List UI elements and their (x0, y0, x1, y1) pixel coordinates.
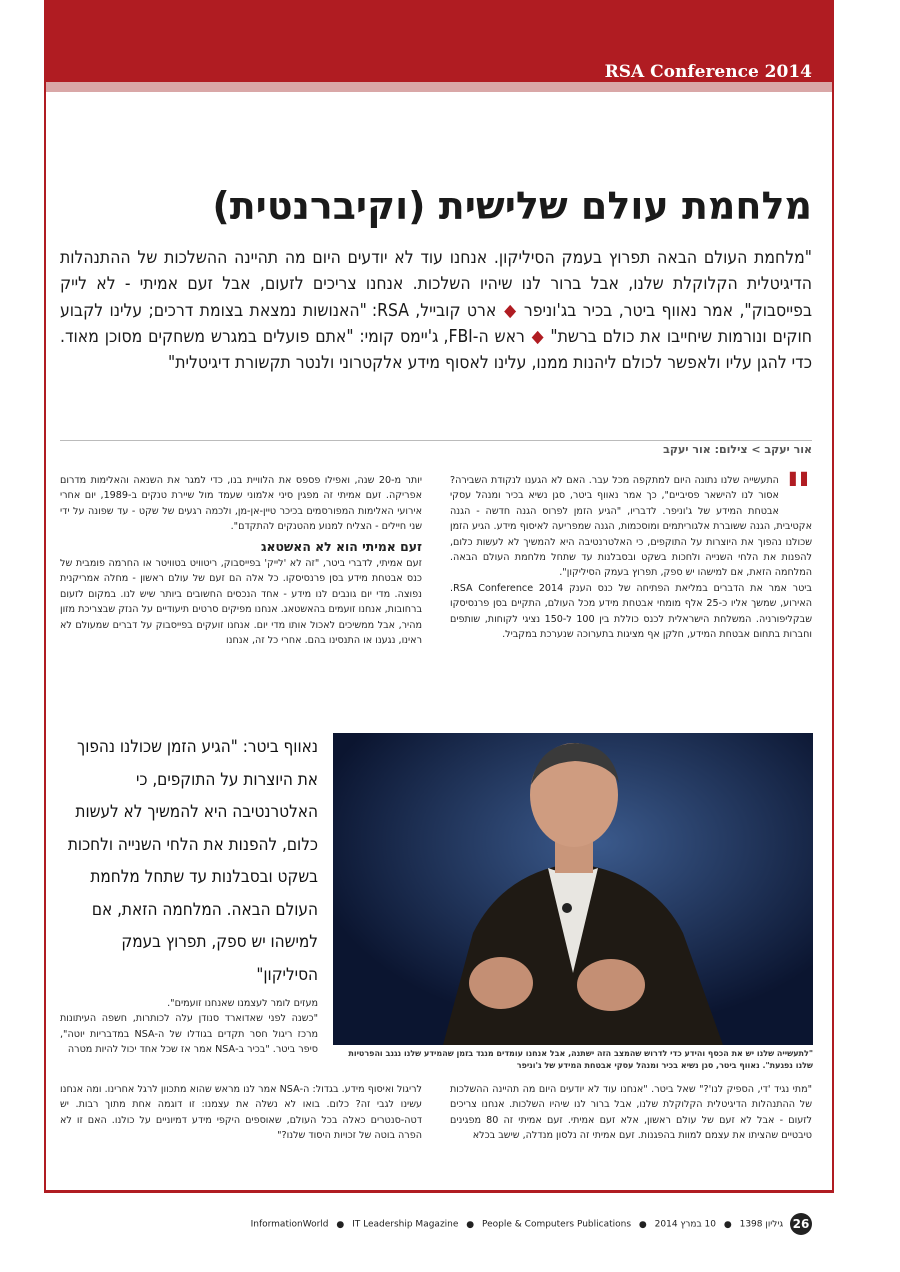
pull-quote: נאווף ביטר: "הגיע הזמן שכולנו נהפוך את היוצרות על התוקפים, כי האלטרנטיבה היא להמשיך לא לעשות כלום, להפנות את הלחי השנייה ולחכות בשקט ובסבלנות עד שתחל מלחמת העולם הבאה. המלחמה הזאת, אם למישהו יש ספק, תפרוץ בעמק הסיליקון" (67, 737, 318, 985)
paragraph: מעזים לומר לעצמנו שאנחנו זועמים". (167, 998, 318, 1009)
intro-part-3: ראש ה-FBI, ג'יימס קומי: "אתם פועלים במגרש משחקים מסוכן מאוד. כדי להגן עליו ולאפשר לכולם ליהנות ממנו, עלינו לאסוף מידע אלקטרוני ולנטר תקשורת דיגיטלית" (60, 326, 812, 374)
page-footer (250, 1213, 812, 1235)
bullet-icon: ● (723, 1219, 732, 1230)
speaker-illustration (333, 733, 813, 1045)
paragraph: התעשייה שלנו נתונה היום למתקפה מכל עבר. האם לא הגענו לנקודת השבירה? אסור לנו להישאר פסיביים", כך אמר נאווף ביטר, סגן נשיא בכיר ומנהל עסקי אבטחת המידע של ג'וניפר. לדבריו, "הגיע הזמן לפרוס הגנה חדשה - הגנה אקטיבית, הגנה ששוברת אלגוריתמים ומוסכמות, הגנה שמפריעה לאיסוף מידע. הגיע הזמן שכולנו נהפוך את היוצרות על התוקפים, כי האלטרנטיבה היא להמשיך לא לעשות כלום, להפנות את הלחי השנייה ולחכות בשקט ובסבלנות עד שתחל מלחמת העולם הבאה. המלחמה הזאת, אם למישהו יש ספק, תפרוץ בעמק הסיליקון". (450, 475, 812, 579)
article-intro (60, 245, 812, 376)
paragraph: "כשנה לפני שאדוארד סנודן עלה לכותרות, חשפה העיתונות מרכז ריגול חסר תקדים בגודלו של ה-NSA במדבריות יוטה", סיפר ביטר. "בכיר ב-NSA אמר אז שכל אחד יכול להיות מטרה (60, 1013, 319, 1056)
article-title: מלחמת עולם שלישית (וקיברנטית) (212, 184, 812, 228)
diamond-icon: ◆ (502, 300, 518, 321)
intro-part-1: "מלחמת העולם הבאה תפרוץ בעמק הסיליקון. אנחנו עוד לא יודעים היום מה תהיינה ההשלכות של ההתנהלות הדיגיטלית הקלוקלת שלנו, אבל ברור לנו שיהיו השלכות. אנחנו צריכים לזעום, אבל זעם אמיתי - לא לייק בפייסבוק", אמר נאווף ביטר, בכיר בג'וניפר (60, 248, 812, 321)
photo-caption: "לתעשייה שלנו יש את הכסף והידע כדי לדרוש שהמצב הזה ישתנה, אבל אנחנו עומדים מנגד בזמן שהמידע שלנו נגנב והפרטיות שלנו נפגעת". נאווף ביטר, סגן נשיא בכיר ומנהל עסקי אבטחת המידע של ג'וניפר (348, 1049, 813, 1070)
intro-part-2: ארט קובייל‏, RSA: "האנושות נמצאת בצומת דרכים; עלינו לקבוע חוקים ונורמות שיחייבו את כולם ברשת" (60, 300, 812, 347)
issue-number: גיליון 1398 (739, 1219, 784, 1230)
bullet-icon: ● (638, 1219, 647, 1230)
divider (60, 440, 812, 441)
speaker-photo (333, 733, 813, 1045)
paragraph: "מתי נגיד 'די, הספיק לנו'?" שאל ביטר. "אנחנו עוד לא יודעים היום מה תהיינה ההשלכות של ההתנהלות הדיגיטלית הקלוקלת שלנו, אבל ברור לנו שיהיו השלכות. אנחנו צריכים לזעום - אבל לא זעם של עולם ראשון, אלא זעם אמיתי. זעם אמיתי זה 80 מפגינים טיבטיים שהציתו את עצמם למוות בהפגנות. זעם אמיתי זה נלסון מנדלה, שישב בכלא (450, 1084, 812, 1142)
publisher-name: People & Computers Publications (482, 1219, 632, 1230)
bullet-icon: ● (466, 1219, 475, 1230)
bullet-icon: ● (336, 1219, 345, 1230)
byline: אור יעקב > צילום: אור יעקב (663, 443, 812, 456)
issue-date: 10 במרץ 2014 (654, 1219, 716, 1230)
page-number: 26 (790, 1213, 812, 1235)
section-subhead: זעם אמיתי הוא לא האשטאג (260, 538, 422, 554)
quote-mark-icon: " (784, 462, 812, 523)
diamond-icon: ◆ (530, 326, 545, 347)
paragraph: ביטר אמר את הדברים במליאת הפתיחה של כנס הענק RSA Conference 2014. האירוע, שמשך אליו כ-25 אלף מומחי אבטחת מידע מכל העולם, התקיים בסן פרנסיסקו שבקליפורניה. המשלחת הישראלית לכנס כוללת בין 100 ל-150 נציגי לקוחות, שותפים וחברות בתחום אבטחת המידע, חלקן אף מציגות בתערוכה שנערכת במקביל. (450, 582, 813, 641)
right-column-bottom (450, 1082, 812, 1144)
left-column-top (60, 473, 422, 648)
left-column-bottom (60, 1082, 422, 1144)
paragraph: לריגול ואיסוף מידע. בגדול: ה-NSA אמר לנו מראש שהוא מתכוון לרגל אחרינו. ומה אנחנו עשינו לגבי זה? כלום. בואו לא נשלה את עצמנו: זו דוגמה אחת מתוך רבות. יש דטה-סנטרים כאלה בכל העולם, שאוספים היקפי מידע דמיוניים על כולנו. האם זו לא הפרה בוטה של זכויות היסוד שלנו?" (60, 1084, 422, 1142)
publication-name: InformationWorld (250, 1219, 329, 1230)
paragraph: זעם אמיתי, לדברי ביטר, "זה לא 'לייק' בפייסבוק, ריטוויט בטוויטר או החרמה פומבית של כנס אבטחת מידע בסן פרנסיסקו. כל אלה הם זעם של עולם ראשון - מחלה אמריקנית נפוצה. מדי יום גונבים לנו מידע - אחד הנכסים החשובים ביותר שיש לנו. במקום לזעום ברחובות, אנחנו זועמים בהאשטאג. אנחנו מפיקים סרטים תיעודיים על הנזק שבצריכת מזון מהיר, אבל ממשיכים לאכול אותו מדי יום. אנחנו זועקים בפייסבוק על דברים שמעולם לא ראינו, נגענו או התנסינו בהם. אחרי כל זה, אנחנו (60, 558, 422, 647)
conference-label: RSA Conference 2014 (604, 62, 812, 82)
right-column-top (450, 462, 813, 642)
publication-name: IT Leadership Magazine (352, 1219, 459, 1230)
paragraph: יותר מ-20 שנה, ואפילו פספס את הלוויית בנו, כדי למגר את השנאה והאלימות מדרום אפריקה. זעם אמיתי זה מפגין סיני אלמוני שעמד מול שיירת טנקים ב-1989, יום אחרי אירועי האלימות המפורסמים בכיכר טיין-אן-מן, ולכמה רגעים של שקט - עד שפונה על ידי שני חיילים - הצליח למנוע מהטנקים להתקדם". (60, 475, 422, 533)
left-column-middle (60, 996, 318, 1058)
